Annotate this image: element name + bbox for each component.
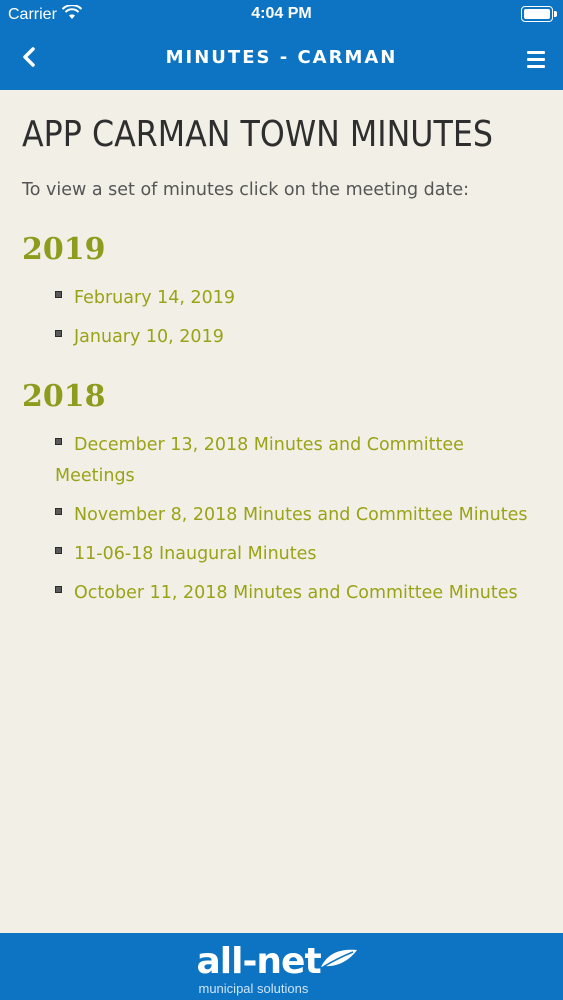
hamburger-icon-line-2 (527, 58, 545, 61)
list-item (55, 578, 541, 609)
minutes-list-2018 (22, 430, 541, 609)
minutes-list-2019 (22, 283, 541, 353)
logo-brand: all-net (196, 940, 321, 982)
bullet-icon (55, 291, 62, 298)
bullet-icon (55, 547, 62, 554)
list-item (55, 500, 541, 531)
menu-button[interactable] (523, 46, 549, 72)
year-heading-2018: 2018 (22, 378, 106, 414)
navigation-bar (0, 30, 563, 90)
bullet-icon (55, 586, 62, 593)
clock: 4:04 PM (251, 5, 312, 22)
minutes-link[interactable]: November 8, 2018 Minutes and Committee Minutes (74, 504, 528, 525)
footer (0, 933, 563, 1000)
list-item (55, 430, 541, 492)
battery-icon (521, 6, 553, 22)
minutes-link[interactable]: February 14, 2019 (74, 287, 236, 308)
bullet-icon (55, 508, 62, 515)
page-title: APP CARMAN TOWN MINUTES (22, 114, 493, 155)
carrier-label: Carrier (8, 6, 57, 23)
minutes-link[interactable]: January 10, 2019 (74, 326, 224, 347)
hamburger-icon-line-3 (527, 65, 545, 68)
content-area (0, 90, 563, 933)
bullet-icon (55, 330, 62, 337)
status-bar (0, 0, 563, 30)
list-item (55, 283, 541, 314)
minutes-link[interactable]: December 13, 2018 Minutes and Committee Meetings (55, 434, 464, 486)
intro-text: To view a set of minutes click on the meeting date: (22, 180, 470, 200)
hamburger-icon-line-1 (527, 51, 545, 54)
nav-title: MINUTES - CARMAN (165, 47, 398, 68)
all-net-logo (197, 937, 367, 997)
minutes-link[interactable]: 11-06-18 Inaugural Minutes (74, 543, 317, 564)
list-item (55, 539, 541, 570)
logo-tagline: municipal solutions (198, 980, 309, 996)
minutes-link[interactable]: October 11, 2018 Minutes and Committee Minutes (74, 582, 518, 603)
leaf-icon (319, 947, 359, 975)
year-heading-2019: 2019 (22, 231, 106, 267)
list-item (55, 322, 541, 353)
bullet-icon (55, 438, 62, 445)
